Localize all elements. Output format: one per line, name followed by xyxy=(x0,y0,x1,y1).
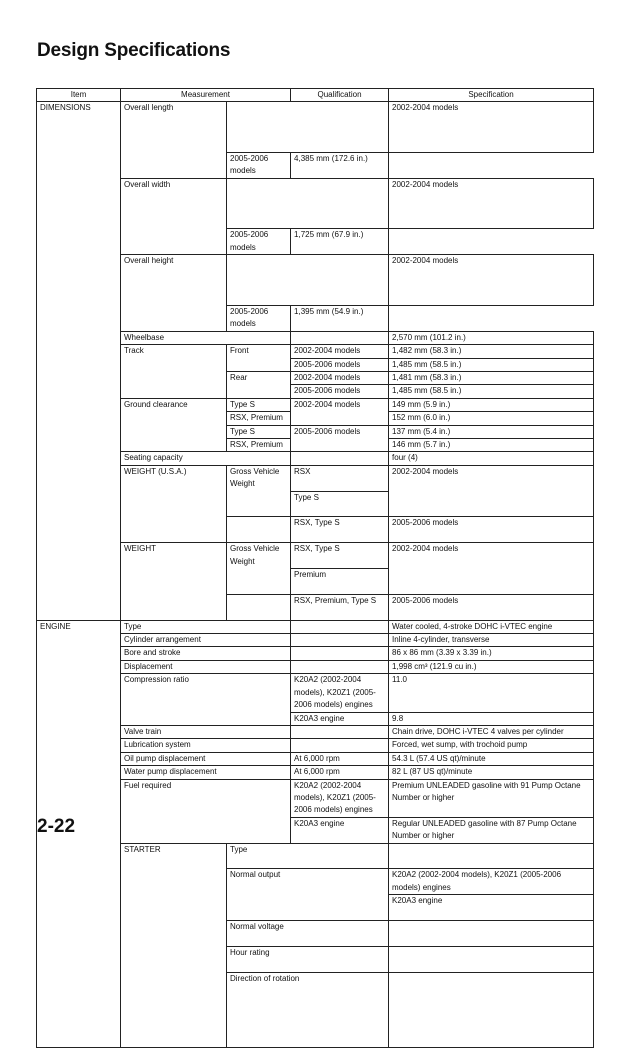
cell-specification: 1,725 mm (67.9 in.) xyxy=(291,229,389,255)
cell-measurement: Hour rating xyxy=(227,946,389,972)
cell-qualification xyxy=(389,921,594,947)
cell-qualification: 2005-2006 models xyxy=(389,517,594,543)
cell-specification: 9.8 xyxy=(389,712,594,725)
cell-qualification: At 6,000 rpm xyxy=(291,752,389,765)
table-row xyxy=(37,779,594,817)
cell-sub-measurement xyxy=(227,255,389,306)
cell-sub-measurement: RSX, Premium xyxy=(227,438,291,451)
cell-qualification xyxy=(389,972,594,1047)
cell-measurement: Wheelbase xyxy=(121,331,291,344)
cell-item: ENGINE xyxy=(37,620,121,1047)
header-item: Item xyxy=(37,89,121,102)
cell-measurement: Direction of rotation xyxy=(227,972,389,1047)
cell-measurement: Fuel required xyxy=(121,779,291,843)
table-row xyxy=(37,331,594,344)
cell-measurement: Normal output xyxy=(227,869,389,921)
cell-measurement xyxy=(227,594,291,620)
cell-qualification xyxy=(389,946,594,972)
cell-qualification: 2005-2006 models xyxy=(389,594,594,620)
table-row xyxy=(37,660,594,673)
cell-qualification: 2002-2004 models xyxy=(291,398,389,425)
header-measurement: Measurement xyxy=(121,89,291,102)
cell-specification: Chain drive, DOHC i-VTEC 4 valves per cylinder xyxy=(389,725,594,738)
page-title: Design Specifications xyxy=(37,40,231,61)
cell-qualification: 2005-2006 models xyxy=(227,229,291,255)
cell-sub-measurement xyxy=(227,178,389,229)
cell-qualification: K20A2 (2002-2004 models), K20Z1 (2005-2006 models) engines xyxy=(389,869,594,895)
cell-measurement: Gross Vehicle Weight xyxy=(227,543,291,595)
cell-specification: Premium UNLEADED gasoline with 91 Pump Octane Number or higher xyxy=(389,779,594,817)
cell-measurement: Seating capacity xyxy=(121,452,291,465)
cell-sub-measurement: Type S xyxy=(227,398,291,411)
table-row xyxy=(37,752,594,765)
cell-specification: 137 mm (5.4 in.) xyxy=(389,425,594,438)
table-row xyxy=(37,766,594,779)
cell-sub-measurement: RSX xyxy=(291,465,389,491)
table-row xyxy=(37,647,594,660)
cell-measurement xyxy=(227,517,291,543)
table-row xyxy=(37,725,594,738)
cell-specification: 1,395 mm (54.9 in.) xyxy=(291,305,389,331)
cell-qualification: K20A3 engine xyxy=(291,712,389,725)
table-row xyxy=(37,178,594,229)
cell-qualification: K20A2 (2002-2004 models), K20Z1 (2005-2006 models) engines xyxy=(291,674,389,712)
cell-specification: 1,485 mm (58.5 in.) xyxy=(389,385,594,398)
cell-sub-measurement: Rear xyxy=(227,371,291,398)
cell-qualification: K20A3 engine xyxy=(389,895,594,921)
cell-sub-measurement xyxy=(227,102,389,153)
cell-measurement: Track xyxy=(121,345,227,399)
cell-specification: 1,481 mm (58.3 in.) xyxy=(389,371,594,384)
cell-measurement: Cylinder arrangement xyxy=(121,634,291,647)
cell-measurement: Gross Vehicle Weight xyxy=(227,465,291,517)
cell-item: WEIGHT xyxy=(121,543,227,620)
cell-qualification: 2005-2006 models xyxy=(227,153,291,179)
cell-qualification xyxy=(291,725,389,738)
cell-specification: Forced, wet sump, with trochoid pump xyxy=(389,739,594,752)
cell-measurement: Oil pump displacement xyxy=(121,752,291,765)
cell-qualification xyxy=(291,660,389,673)
cell-item: STARTER xyxy=(121,843,227,1048)
cell-item: DIMENSIONS xyxy=(37,102,121,620)
table-row xyxy=(37,543,594,569)
cell-specification: four (4) xyxy=(389,452,594,465)
cell-specification: 54.3 L (57.4 US qt)/minute xyxy=(389,752,594,765)
cell-specification: Water cooled, 4-stroke DOHC i-VTEC engine xyxy=(389,620,594,633)
cell-measurement: Compression ratio xyxy=(121,674,291,726)
cell-qualification: 2002-2004 models xyxy=(389,255,594,306)
table-row xyxy=(37,452,594,465)
cell-specification: 152 mm (6.0 in.) xyxy=(389,412,594,425)
cell-qualification: K20A2 (2002-2004 models), K20Z1 (2005-2006 models) engines xyxy=(291,779,389,817)
table-row xyxy=(37,102,594,153)
cell-sub-measurement: Premium xyxy=(291,569,389,595)
cell-specification: 11.0 xyxy=(389,674,594,712)
table-row xyxy=(37,674,594,712)
cell-qualification: At 6,000 rpm xyxy=(291,766,389,779)
cell-measurement: Bore and stroke xyxy=(121,647,291,660)
table-row xyxy=(37,634,594,647)
cell-specification: 2,570 mm (101.2 in.) xyxy=(389,331,594,344)
cell-measurement: Overall height xyxy=(121,255,227,331)
cell-specification: 1,482 mm (58.3 in.) xyxy=(389,345,594,358)
cell-qualification xyxy=(291,452,389,465)
table-row xyxy=(37,255,594,306)
cell-specification: 4,385 mm (172.6 in.) xyxy=(291,153,389,179)
cell-measurement: Displacement xyxy=(121,660,291,673)
cell-sub-measurement: Type S xyxy=(291,491,389,517)
table-row xyxy=(37,620,594,633)
cell-specification: 86 x 86 mm (3.39 x 3.39 in.) xyxy=(389,647,594,660)
cell-specification: 1,998 cm³ (121.9 cu in.) xyxy=(389,660,594,673)
table-row xyxy=(37,465,594,491)
specifications-table xyxy=(36,88,594,1048)
cell-measurement: Type xyxy=(121,620,291,633)
cell-sub-measurement: RSX, Type S xyxy=(291,543,389,569)
cell-measurement: Overall width xyxy=(121,178,227,254)
cell-qualification xyxy=(291,739,389,752)
cell-specification: 1,485 mm (58.5 in.) xyxy=(389,358,594,371)
cell-qualification: 2002-2004 models xyxy=(389,102,594,153)
header-row xyxy=(37,89,594,102)
cell-sub-measurement: RSX, Type S xyxy=(291,517,389,543)
cell-measurement: Water pump displacement xyxy=(121,766,291,779)
cell-specification: Inline 4-cylinder, transverse xyxy=(389,634,594,647)
cell-qualification: 2002-2004 models xyxy=(389,178,594,229)
cell-measurement: Normal voltage xyxy=(227,921,389,947)
table-row xyxy=(37,739,594,752)
cell-qualification: 2005-2006 models xyxy=(227,305,291,331)
cell-qualification: 2005-2006 models xyxy=(291,358,389,371)
cell-qualification: K20A3 engine xyxy=(291,817,389,843)
cell-sub-measurement: RSX, Premium, Type S xyxy=(291,594,389,620)
cell-measurement: Valve train xyxy=(121,725,291,738)
cell-measurement: Overall length xyxy=(121,102,227,178)
cell-qualification xyxy=(291,647,389,660)
cell-specification: 146 mm (5.7 in.) xyxy=(389,438,594,451)
cell-qualification: 2002-2004 models xyxy=(389,465,594,517)
table-row xyxy=(37,345,594,358)
cell-qualification xyxy=(291,620,389,633)
table-row xyxy=(37,398,594,411)
cell-specification: 82 L (87 US qt)/minute xyxy=(389,766,594,779)
header-qualification: Qualification xyxy=(291,89,389,102)
cell-qualification xyxy=(291,634,389,647)
cell-measurement: Type xyxy=(227,843,389,869)
cell-qualification: 2002-2004 models xyxy=(291,345,389,358)
cell-item: WEIGHT (U.S.A.) xyxy=(121,465,227,542)
cell-measurement: Ground clearance xyxy=(121,398,227,452)
cell-sub-measurement: RSX, Premium xyxy=(227,412,291,425)
cell-qualification: 2002-2004 models xyxy=(389,543,594,595)
cell-qualification xyxy=(291,331,389,344)
cell-qualification: 2005-2006 models xyxy=(291,425,389,452)
cell-sub-measurement: Type S xyxy=(227,425,291,438)
page-number: 2-22 xyxy=(37,816,76,837)
cell-qualification: 2005-2006 models xyxy=(291,385,389,398)
cell-measurement: Lubrication system xyxy=(121,739,291,752)
cell-qualification: 2002-2004 models xyxy=(291,371,389,384)
header-specification: Specification xyxy=(389,89,594,102)
cell-specification: 149 mm (5.9 in.) xyxy=(389,398,594,411)
cell-specification: Regular UNLEADED gasoline with 87 Pump Octane Number or higher xyxy=(389,817,594,843)
cell-sub-measurement: Front xyxy=(227,345,291,372)
